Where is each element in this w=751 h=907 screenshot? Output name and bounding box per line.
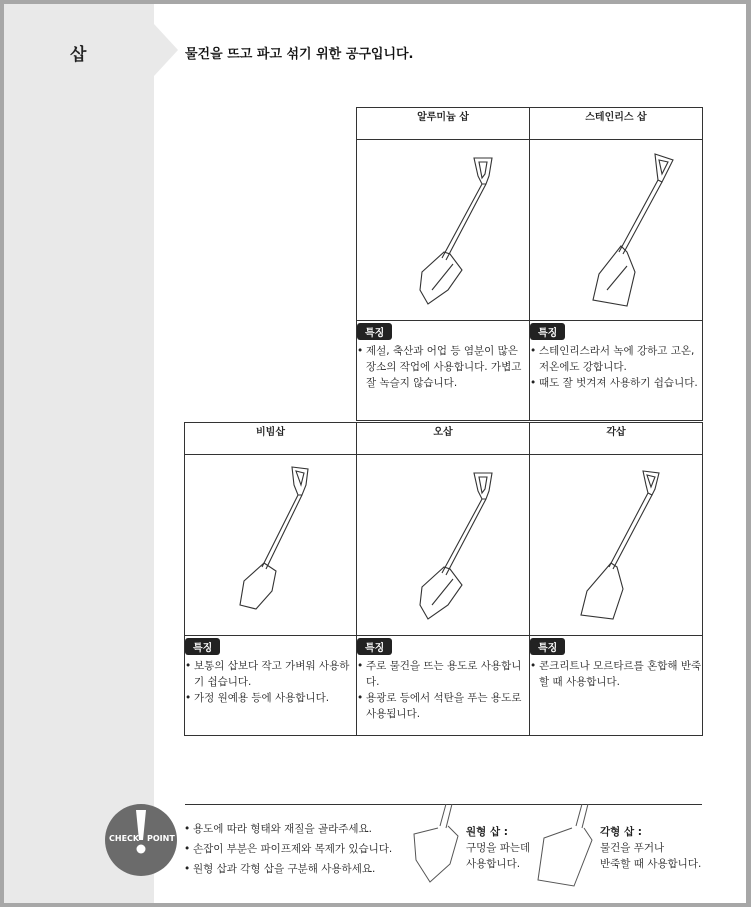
aluminum-shovel-image: [357, 140, 530, 321]
tip-item: • 손잡이 부분은 파이프제와 목제가 있습니다.: [184, 839, 392, 859]
square-shovel-image: [530, 455, 703, 636]
mixing-shovel-image: [185, 455, 357, 636]
square-shovel-title: 각형 삽 :: [600, 826, 642, 838]
feature-badge: 특징: [357, 323, 392, 340]
feature-item: • 콘크리트나 모르타르를 혼합해 반죽할 때 사용합니다.: [530, 658, 702, 690]
round-shovel-note: [466, 824, 530, 872]
round-shovel-title: 원형 삽 :: [466, 826, 508, 838]
sidebar: [4, 4, 154, 903]
top-shovel-table: [356, 107, 703, 421]
exclamation-icon: [135, 810, 147, 856]
feature-item: • 제설, 축산과 어업 등 염분이 많은 장소의 작업에 사용합니다. 가볍고 잘 녹슬지 않습니다.: [357, 343, 529, 391]
o-features: [357, 636, 530, 736]
square-features: [530, 636, 703, 736]
check-label: CHECK: [109, 834, 140, 843]
round-shovel-icon: [358, 455, 528, 633]
tip-item: • 원형 삽과 각형 삽을 구분해 사용하세요.: [184, 859, 392, 879]
square-shovel-desc: 물건을 푸거나: [600, 842, 665, 854]
feature-item: • 때도 잘 벗겨져 사용하기 쉽습니다.: [530, 375, 702, 391]
page-headline: 물건을 뜨고 파고 섞기 위한 공구입니다.: [185, 47, 414, 62]
feature-item: • 가정 원예용 등에 사용합니다.: [185, 690, 356, 706]
shovel-name-stainless: 스테인리스 삽: [530, 108, 703, 140]
tab-arrow: [154, 24, 178, 76]
round-shovel-desc: 사용합니다.: [466, 858, 521, 870]
round-shovel-outline-icon: [406, 804, 468, 888]
shovel-name-o: 오삽: [357, 423, 530, 455]
feature-badge: 특징: [185, 638, 220, 655]
feature-badge: 특징: [530, 323, 565, 340]
square-shovel-desc: 반죽할 때 사용합니다.: [600, 858, 702, 870]
o-shovel-image: [357, 455, 530, 636]
aluminum-features: [357, 321, 530, 421]
section-tab-title: 삽: [70, 45, 87, 65]
shovel-name-aluminum: 알루미늄 삽: [357, 108, 530, 140]
feature-badge: 특징: [357, 638, 392, 655]
square-shovel-icon: [531, 455, 701, 633]
shovel-name-square: 각삽: [530, 423, 703, 455]
tip-item: • 용도에 따라 형태와 재질을 골라주세요.: [184, 819, 392, 839]
square-shovel-note: [600, 824, 701, 872]
bottom-shovel-table: [184, 422, 703, 736]
stainless-shovel-image: [530, 140, 703, 321]
shovel-name-mixing: 비빔삽: [185, 423, 357, 455]
round-shovel-desc: 구멍을 파는데: [466, 842, 531, 854]
page: [4, 4, 746, 903]
mixing-features: [185, 636, 357, 736]
square-shovel-outline-icon: [536, 804, 600, 888]
point-label: POINT: [147, 834, 175, 843]
checkpoint-tips: [184, 819, 392, 879]
square-shovel-icon: [531, 140, 701, 318]
feature-item: • 보통의 삽보다 작고 가벼워 사용하기 쉽습니다.: [185, 658, 356, 690]
check-point-badge: [105, 804, 177, 876]
feature-badge: 특징: [530, 638, 565, 655]
mixing-shovel-icon: [186, 455, 356, 633]
round-shovel-icon: [358, 140, 528, 318]
feature-item: • 스테인리스라서 녹에 강하고 고온, 저온에도 강합니다.: [530, 343, 702, 375]
stainless-features: [530, 321, 703, 421]
feature-item: • 용광로 등에서 석탄을 푸는 용도로 사용됩니다.: [357, 690, 529, 722]
feature-item: • 주로 물건을 뜨는 용도로 사용합니다.: [357, 658, 529, 690]
